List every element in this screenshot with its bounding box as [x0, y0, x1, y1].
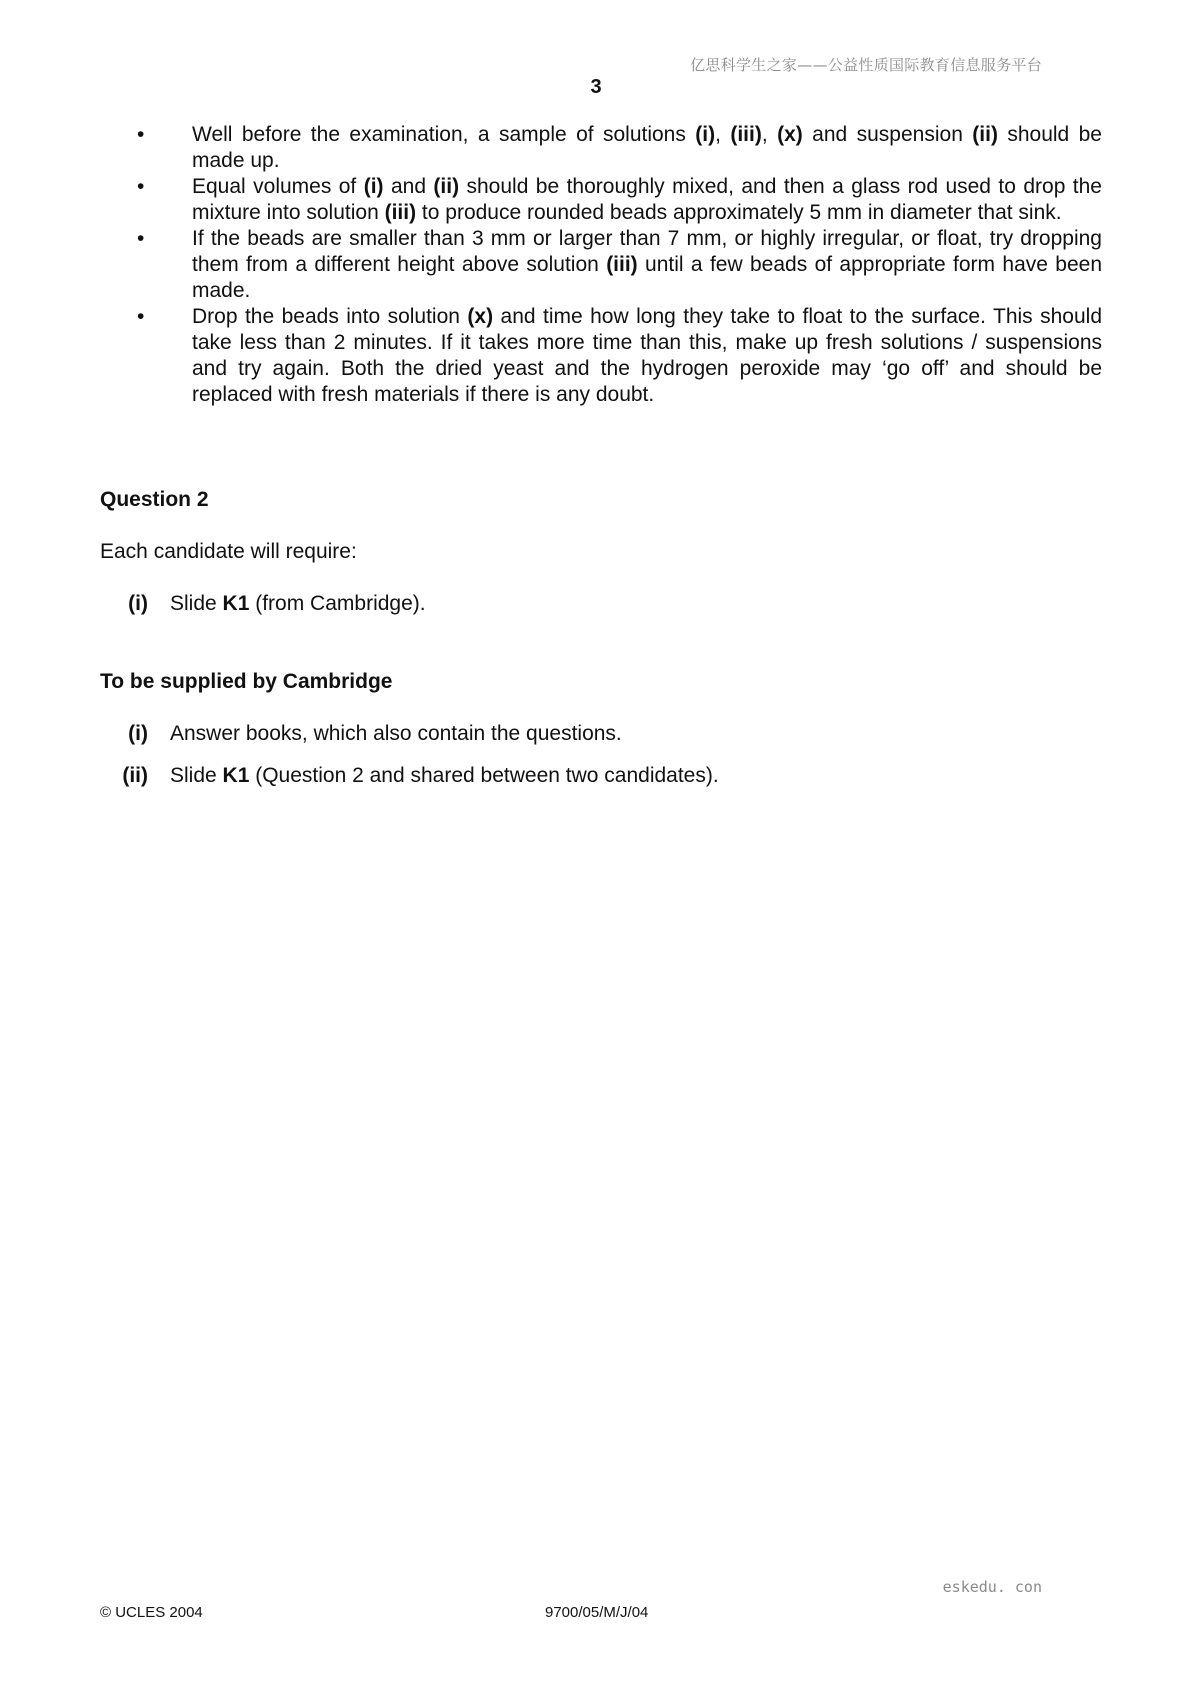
instruction-text [192, 305, 1102, 406]
bullet-icon: • [137, 305, 145, 328]
bold-run: K1 [222, 764, 250, 787]
bold-run: (ii) [433, 175, 460, 198]
question-2-intro: Each candidate will require: [100, 540, 357, 563]
question-2-heading: Question 2 [100, 488, 209, 511]
text-run: to produce rounded beads approximately 5 mm in diameter that sink. [416, 201, 1062, 224]
item-text [170, 764, 719, 788]
instruction-list [137, 122, 1102, 408]
text-run: and suspension [802, 123, 973, 146]
instruction-item [137, 174, 1102, 226]
text-run: Answer books, which also contain the questions. [170, 722, 622, 745]
instruction-text [192, 123, 1102, 172]
text-run: Well before the examination, a sample of solutions [192, 123, 696, 146]
bullet-icon: • [137, 227, 145, 250]
text-run: and [383, 175, 434, 198]
bullet-icon: • [137, 123, 145, 146]
text-run: , [715, 123, 731, 146]
watermark: 亿思科学生之家——公益性质国际教育信息服务平台 [690, 56, 1042, 74]
bold-run: (iii) [384, 201, 417, 224]
text-run: Slide [170, 592, 223, 615]
bold-run: K1 [222, 592, 250, 615]
text-run: (from Cambridge). [249, 592, 426, 615]
text-run: , [761, 123, 778, 146]
requirement-item [100, 592, 426, 616]
text-run: should be thoroughly mixed, and then a glass rod used to drop the mixture into solution [192, 175, 1102, 224]
text-run: and time how long they take to float to the surface. This should take less than 2 minutes. If it takes more time than this, make up fresh solutions / suspensions and try again. Both the dried yeast and the hydrogen peroxide may ‘go off’ and should be replaced with fresh materials if there is any doubt. [192, 305, 1102, 406]
item-number: (i) [128, 592, 148, 615]
text-run: should be made up. [192, 123, 1102, 172]
text-run: until a few beads of appropriate form have been made. [192, 253, 1102, 302]
paper-code: 9700/05/M/J/04 [545, 1604, 649, 1621]
item-text [170, 592, 426, 616]
item-number: (ii) [122, 764, 148, 787]
instruction-text [192, 175, 1102, 224]
text-run: (Question 2 and shared between two candidates). [249, 764, 719, 787]
bold-run: (x) [777, 123, 803, 146]
text-run: Slide [170, 764, 223, 787]
supplied-heading: To be supplied by Cambridge [100, 670, 393, 693]
text-run: Equal volumes of [192, 175, 364, 198]
supplied-item [100, 722, 622, 746]
page-number: 3 [590, 76, 602, 98]
instruction-item [137, 122, 1102, 174]
bold-run: (iii) [730, 123, 762, 146]
instruction-item [137, 226, 1102, 304]
instruction-item [137, 304, 1102, 408]
copyright: © UCLES 2004 [100, 1604, 203, 1621]
item-number: (i) [128, 722, 148, 745]
supplied-item [100, 764, 719, 788]
bold-run: (i) [363, 175, 384, 198]
bold-run: (x) [467, 305, 494, 328]
bullet-icon: • [137, 175, 145, 198]
item-text [170, 722, 622, 746]
bold-run: (iii) [606, 253, 638, 276]
text-run: If the beads are smaller than 3 mm or larger than 7 mm, or highly irregular, or float, try dropping them from a different height above solution [192, 227, 1102, 276]
site-watermark: eskedu. con [942, 1578, 1042, 1596]
bold-run: (ii) [972, 123, 998, 146]
bold-run: (i) [695, 123, 716, 146]
instruction-text [192, 227, 1102, 302]
text-run: Drop the beads into solution [192, 305, 468, 328]
